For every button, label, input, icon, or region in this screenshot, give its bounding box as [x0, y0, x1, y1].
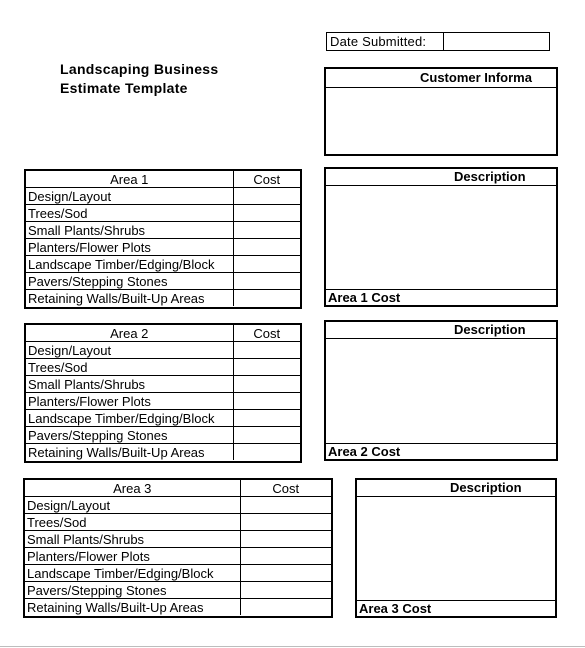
cost-cell[interactable] [240, 599, 331, 616]
cost-cell[interactable] [233, 205, 300, 222]
table-row [26, 393, 300, 410]
date-submitted-field [326, 32, 550, 51]
description-header: Description [357, 480, 555, 497]
cost-cell[interactable] [233, 342, 300, 359]
area-1-cost-label: Area 1 Cost [326, 289, 556, 305]
document-title-line2: Estimate Template [60, 80, 188, 96]
cost-cell[interactable] [233, 376, 300, 393]
area-1-description-box [324, 167, 558, 307]
item-label: Planters/Flower Plots [26, 239, 233, 256]
item-label: Planters/Flower Plots [25, 548, 240, 565]
area-2-cost-label: Area 2 Cost [326, 443, 556, 459]
description-header: Description [326, 322, 556, 339]
cost-cell[interactable] [240, 565, 331, 582]
cost-cell[interactable] [240, 497, 331, 514]
area-2-description-input[interactable] [326, 339, 556, 443]
item-label: Retaining Walls/Built-Up Areas [26, 290, 233, 307]
table-row [26, 290, 300, 307]
table-row [26, 222, 300, 239]
area-3-description-box [355, 478, 557, 618]
cost-cell[interactable] [240, 548, 331, 565]
item-label: Retaining Walls/Built-Up Areas [25, 599, 240, 616]
item-label: Pavers/Stepping Stones [25, 582, 240, 599]
item-label: Landscape Timber/Edging/Block [26, 410, 233, 427]
table-row [25, 531, 331, 548]
table-header-row [26, 325, 300, 342]
cost-cell[interactable] [233, 188, 300, 205]
item-label: Design/Layout [26, 342, 233, 359]
area-1-description-input[interactable] [326, 186, 556, 289]
item-label: Small Plants/Shrubs [26, 222, 233, 239]
description-header: Description [326, 169, 556, 186]
item-label: Retaining Walls/Built-Up Areas [26, 444, 233, 461]
customer-info-box [324, 67, 558, 156]
table-header-row [25, 480, 331, 497]
table-row [26, 239, 300, 256]
date-submitted-label: Date Submitted: [327, 33, 444, 50]
item-label: Trees/Sod [26, 205, 233, 222]
table-row [26, 444, 300, 461]
area-3-table [23, 478, 333, 618]
table-row [25, 497, 331, 514]
item-label: Landscape Timber/Edging/Block [26, 256, 233, 273]
cost-cell[interactable] [233, 256, 300, 273]
table-row [26, 342, 300, 359]
document-title-line1: Landscaping Business [60, 61, 219, 77]
cost-column-header: Cost [240, 480, 331, 497]
cost-cell[interactable] [233, 444, 300, 461]
table-row [26, 427, 300, 444]
area-3-cost-label: Area 3 Cost [357, 600, 555, 616]
item-label: Design/Layout [25, 497, 240, 514]
area-2-table [24, 323, 302, 463]
cost-cell[interactable] [240, 531, 331, 548]
table-row [26, 205, 300, 222]
table-row [26, 376, 300, 393]
area-3-name: Area 3 [25, 480, 240, 497]
table-row [26, 256, 300, 273]
item-label: Trees/Sod [25, 514, 240, 531]
cost-column-header: Cost [233, 171, 300, 188]
customer-info-input[interactable] [326, 88, 556, 154]
table-header-row [26, 171, 300, 188]
cost-cell[interactable] [233, 239, 300, 256]
area-2-name: Area 2 [26, 325, 233, 342]
item-label: Pavers/Stepping Stones [26, 427, 233, 444]
cost-cell[interactable] [240, 514, 331, 531]
table-row [26, 188, 300, 205]
item-label: Small Plants/Shrubs [25, 531, 240, 548]
cost-cell[interactable] [233, 410, 300, 427]
table-row [26, 359, 300, 376]
customer-info-header: Customer Informa [326, 69, 556, 88]
cost-cell[interactable] [233, 427, 300, 444]
table-row [26, 273, 300, 290]
table-row [25, 565, 331, 582]
area-1-table [24, 169, 302, 309]
area-2-description-box [324, 320, 558, 461]
area-3-description-input[interactable] [357, 497, 555, 600]
item-label: Design/Layout [26, 188, 233, 205]
item-label: Trees/Sod [26, 359, 233, 376]
item-label: Planters/Flower Plots [26, 393, 233, 410]
table-row [25, 599, 331, 616]
table-row [25, 514, 331, 531]
item-label: Landscape Timber/Edging/Block [25, 565, 240, 582]
cost-cell[interactable] [240, 582, 331, 599]
table-row [25, 548, 331, 565]
date-submitted-input[interactable] [444, 33, 549, 50]
item-label: Pavers/Stepping Stones [26, 273, 233, 290]
cost-column-header: Cost [233, 325, 300, 342]
cost-cell[interactable] [233, 273, 300, 290]
table-row [25, 582, 331, 599]
cost-cell[interactable] [233, 222, 300, 239]
table-row [26, 410, 300, 427]
cost-cell[interactable] [233, 290, 300, 307]
area-1-name: Area 1 [26, 171, 233, 188]
cost-cell[interactable] [233, 359, 300, 376]
item-label: Small Plants/Shrubs [26, 376, 233, 393]
cost-cell[interactable] [233, 393, 300, 410]
